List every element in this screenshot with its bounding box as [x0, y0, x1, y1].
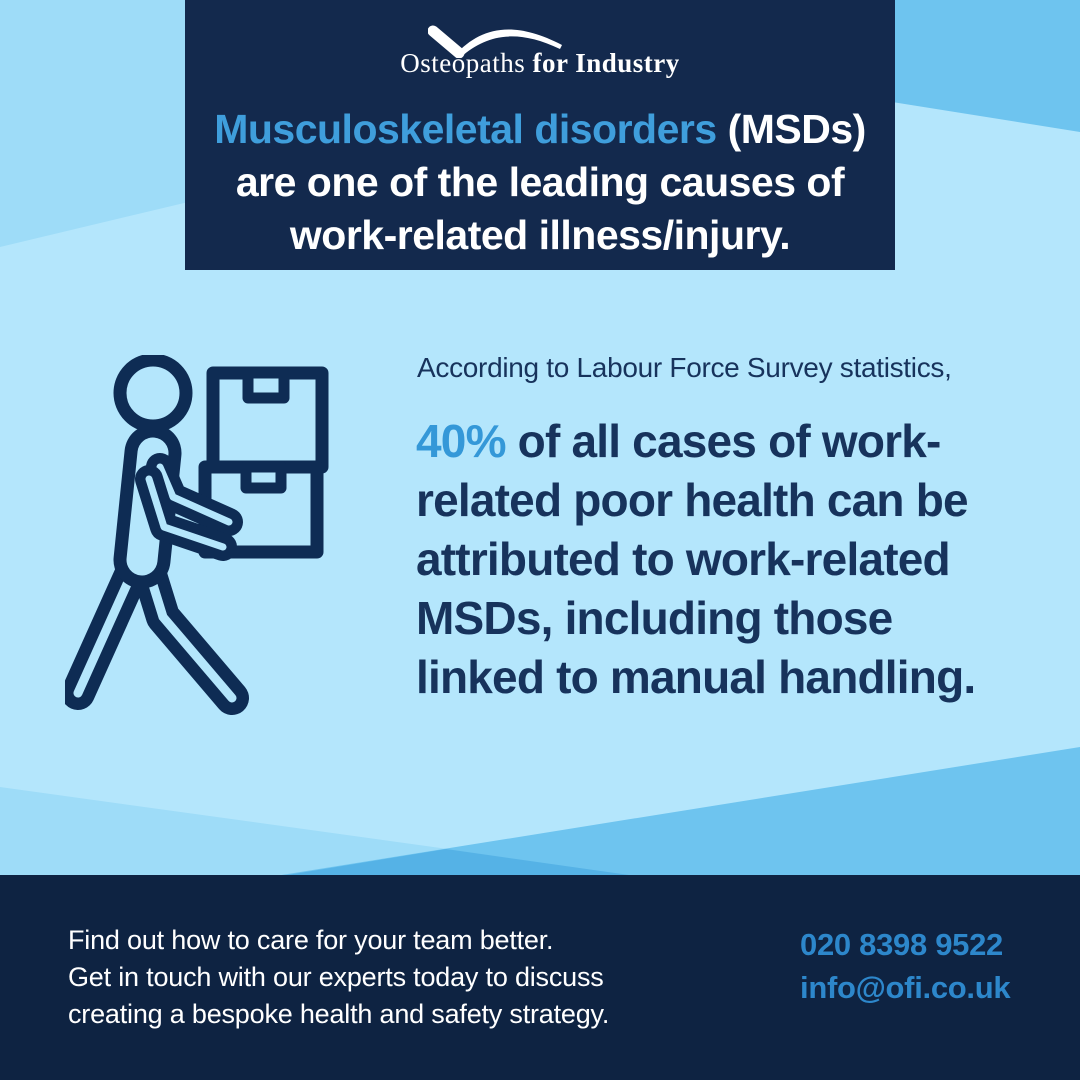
brand-name-bold: for Industry — [532, 48, 680, 78]
footer-panel — [0, 875, 1080, 1080]
footer-message — [68, 922, 609, 1033]
brand-name — [185, 48, 895, 79]
phone-link[interactable]: 020 8398 9522 — [800, 927, 1003, 962]
brand-name-light: Osteopaths — [400, 48, 533, 78]
email-link[interactable]: info@ofi.co.uk — [800, 970, 1011, 1005]
brand-logo — [185, 0, 895, 95]
headline — [185, 103, 895, 262]
footer-message-line-3: creating a bespoke health and safety strategy. — [68, 999, 610, 1029]
statement-line-4: MSDs, including those — [416, 592, 893, 644]
person-carrying-boxes-icon — [65, 355, 335, 715]
headline-line-1: Musculoskeletal disorders (MSDs) — [214, 106, 866, 152]
footer-message-line-2: Get in touch with our experts today to discuss — [68, 962, 604, 992]
headline-accent: Musculoskeletal disorders — [214, 106, 717, 152]
headline-line-2: are one of the leading causes of — [235, 159, 845, 205]
statement-line-3: attributed to work-related — [416, 533, 950, 585]
stat-value: 40% — [416, 415, 506, 467]
statement-line-1: 40% of all cases of work- — [416, 415, 941, 467]
statement-line-2: related poor health can be — [416, 474, 968, 526]
statement-line-5: linked to manual handling. — [416, 651, 976, 703]
statement-intro: According to Labour Force Survey statistics, — [417, 352, 952, 383]
statement-body — [416, 412, 1026, 707]
header-panel — [185, 0, 895, 270]
headline-line-3: work-related illness/injury. — [289, 212, 791, 258]
footer-contact — [800, 923, 1010, 1009]
footer-message-line-1: Find out how to care for your team better. — [68, 925, 554, 955]
